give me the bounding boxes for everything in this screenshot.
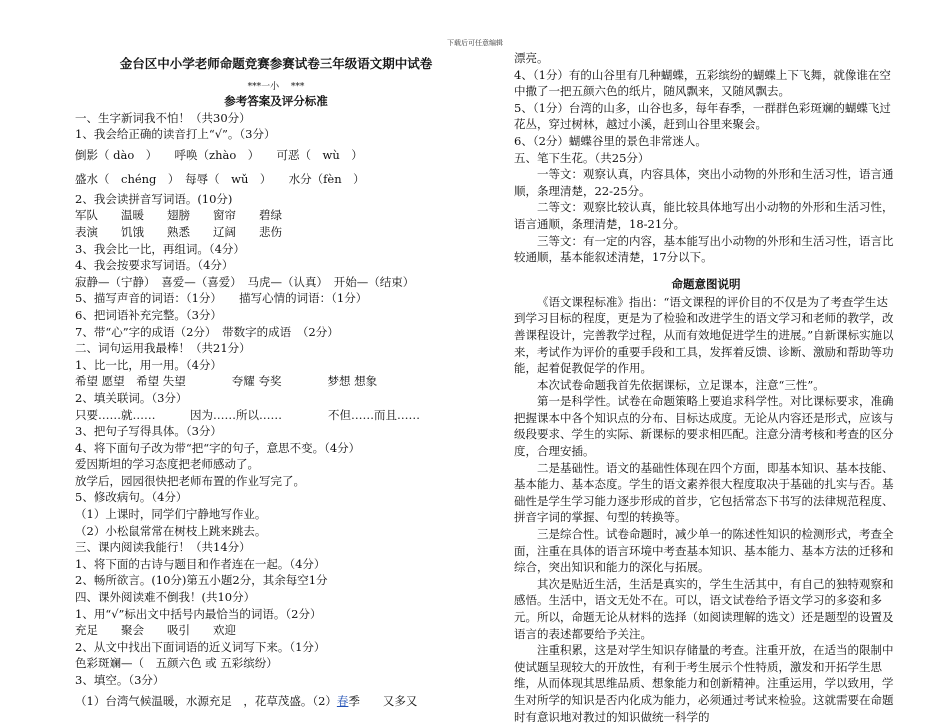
answer-line: （2）小松鼠常常在树枝上跳来跳去。: [75, 523, 267, 538]
answer-line: 只要……就…… 因为……所以…… 不但……而且……: [75, 407, 420, 422]
pinyin-row: 倒影（ dào ） 呼唤（zhào ） 可恶（ wù ）: [75, 147, 363, 162]
answer-line: 爱因斯坦的学习态度把老师感动了。: [75, 457, 259, 472]
answer-line: 1、用“√”标出文中括号内最恰当的词语。（2分）: [75, 606, 322, 621]
fill-text: （1）台湾气候温暖，水源充足 ，花草茂盛。（2）: [75, 693, 337, 708]
word-row: 军队 温暖 翅膀 窗帘 碧绿: [75, 208, 282, 223]
grade-criteria: 二等文：观察比较认真，能比较具体地写出小动物的外形和生活习性，语言通顺，条理清楚，18-21分。: [514, 200, 894, 231]
answer-key-subtitle: 参考答案及评分标准: [224, 93, 328, 108]
answer-line: 1、将下面的古诗与题目和作者连在一起。（4分）: [75, 556, 326, 571]
intent-paragraph: 本次试卷命题我首先依据课标，立足课本，注意“三性”。: [537, 377, 825, 392]
answer-line: 寂静—（宁静） 喜爱—（喜爱） 马虎—（认真） 开始—（结束）: [75, 274, 415, 289]
pinyin-row: 盛水（ chéng ） 每辱（ wǔ ） 水分（fèn ）: [75, 171, 365, 186]
answer-line: 充足 聚会 吸引 欢迎: [75, 623, 236, 638]
intent-paragraph: 注重积累，这是对学生知识存储量的考查。注重开放，在适当的限制中使试题呈现较大的开放性，有利于考生展示个性特质，激发和开拓学生思维，从而体现其思维品质、想象能力和创新精神。注重运用，学以致用，学生对所学的知识是否内化成为能力，必须通过考试来检验。这就需要在命题时有意识地对教过的知识做统一科学的: [514, 643, 894, 724]
exam-title: 金台区中小学老师命题竞赛参赛试卷三年级语文期中试卷: [119, 56, 433, 71]
section-heading: 三、课内阅读我能行！（共14分）: [75, 540, 251, 555]
answer-line: 2、填关联词。（3分）: [75, 390, 188, 405]
answer-line: 2、从文中找出下面词语的近义词写下来。（1分）: [75, 639, 326, 654]
word-row: 表演 饥饿 熟悉 辽阔 悲伤: [75, 224, 282, 239]
answer-line: 4、（1分）有的山谷里有几种蝴蝶，五彩缤纷的蝴蝶上下飞舞，就像谁在空中撒了一把五颜六色的纸片，随风飘来，又随风飘去。: [514, 67, 891, 99]
answer-line: 色彩斑斓—（ 五颜六色 或 五彩缤纷）: [75, 656, 278, 671]
answer-line: 希望 愿望 希望 失望 夸耀 夸奖 梦想 想象: [75, 374, 378, 389]
answer-line: 2、畅所欲言。(10分)第五小题2分，其余每空1分: [75, 573, 328, 588]
right-column: [514, 50, 898, 725]
answer-line: 2、我会读拼音写词语。(10分): [75, 191, 233, 206]
grade-criteria: 一等文：观察认真，内容具体，突出小动物的外形和生活习性，语言通顺，条理清楚，22-25分。: [514, 167, 894, 198]
intent-paragraph: 《语文课程标准》指出：“语文课程的评价目的不仅是为了考查学生达到学习目标的程度，更是为了检验和改进学生的语文学习和老师的教学，改善课程设计，完善教学过程，从而有效地促进学生的进展。”自新课标实施以来，考试作为评价的重要手段和工具，发挥着反馈、诊断、激励和帮助等功能，起着促教促学的作用。: [514, 294, 894, 376]
answer-line-last: [75, 689, 477, 713]
answer-line: （1）上课时，同学们宁静地写作业。: [75, 507, 267, 522]
answer-line: 5、描写声音的词语：（1分） 描写心情的词语：（1分）: [75, 291, 368, 306]
answer-line: 1、我会给正确的读音打上“√”。（3分）: [75, 127, 276, 142]
answer-line: 3、我会比一比，再组词。（4分）: [75, 241, 245, 256]
intent-paragraph: 第一是科学性。试卷在命题策略上要追求科学性。对比课标要求，准确把握课本中各个知识点的分布、目标达成度。无论从内容还是形式，应该与级段要求、学生的实际、新课标的要求相匹配。注意分清考核和考查的区分度，合理安插。: [514, 394, 894, 459]
answer-line: 3、把句子写得具体。（3分）: [75, 424, 222, 439]
spring-link[interactable]: 春: [336, 693, 349, 708]
answer-line: 漂亮。: [514, 51, 549, 65]
intent-paragraph: 其次是贴近生活，生活是真实的，学生生活其中，有自己的独特观察和感悟。生活中，语文无处不在。可以，语文试卷给予语文学习的多姿和多元。所以，命题无论从材料的选择（如阅读理解的选文）还是题型的设置及语言的表述都要给予关注。: [514, 576, 894, 641]
answer-line: 一、生字新词我不怕！（共30分）: [75, 110, 251, 125]
answer-line: 7、带“心”字的成语（2分） 带数字的成语 （2分）: [75, 324, 339, 339]
grade-criteria: 三等文：有一定的内容，基本能写出小动物的外形和生活习性，语言比较通顺，基本能叙述清楚，17分以下。: [514, 233, 894, 265]
fill-text: 季 又多又: [348, 693, 418, 708]
answer-line: 4、将下面句子改为带“把“字的句子，意思不变。（4分）: [75, 440, 361, 455]
section-heading: 二、词句运用我最棒！（共21分）: [75, 341, 251, 356]
answer-line: 4、我会按要求写词语。（4分）: [75, 258, 234, 273]
answer-line: 6、把词语补充完整。（3分）: [75, 307, 222, 322]
author-line: ***一小 ***: [247, 81, 305, 92]
answer-line: 放学后，园园很快把老师布置的作业写完了。: [75, 473, 305, 488]
intent-paragraph: 三是综合性。试卷命题时，减少单一的陈述性知识的检测形式，考查全面，注重在具体的语言环境中考查基本知识、基本能力、基本方法的迁移和综合，突出知识和能力的深化与拓展。: [514, 527, 894, 575]
answer-line: 6、（2分）蝴蝶谷里的景色非常迷人。: [514, 133, 707, 148]
answer-line: 5、（1分）台湾的山多，山谷也多，每年春季，一群群色彩斑斓的蝴蝶飞过花丛，穿过树林，越过小溪，赶到山谷里来聚会。: [514, 100, 891, 132]
header-note: 下载后可任意编辑: [447, 39, 503, 47]
left-column: [75, 56, 477, 713]
answer-line: 3、填空。（3分）: [75, 673, 165, 687]
intent-section-title: 命题意图说明: [671, 276, 741, 291]
answer-line: 5、修改病句。（4分）: [75, 490, 188, 505]
intent-paragraph: 二是基础性。语文的基础性体现在四个方面，即基本知识、基本技能、基本能力、基本态度。学生的语文素养很大程度取决于基础的扎实与否。基础性是学生学习能力逐步形成的首步，它包括常态下书写的法律规范程度、拼音字词的掌握、句型的转换等。: [514, 460, 894, 525]
answer-line: 1、比一比，用一用。（4分）: [75, 357, 222, 372]
section-heading: 四、课外阅读难不倒我！(共10分）: [75, 590, 256, 605]
section-heading: 五、笔下生花。（共25分）: [514, 150, 650, 165]
